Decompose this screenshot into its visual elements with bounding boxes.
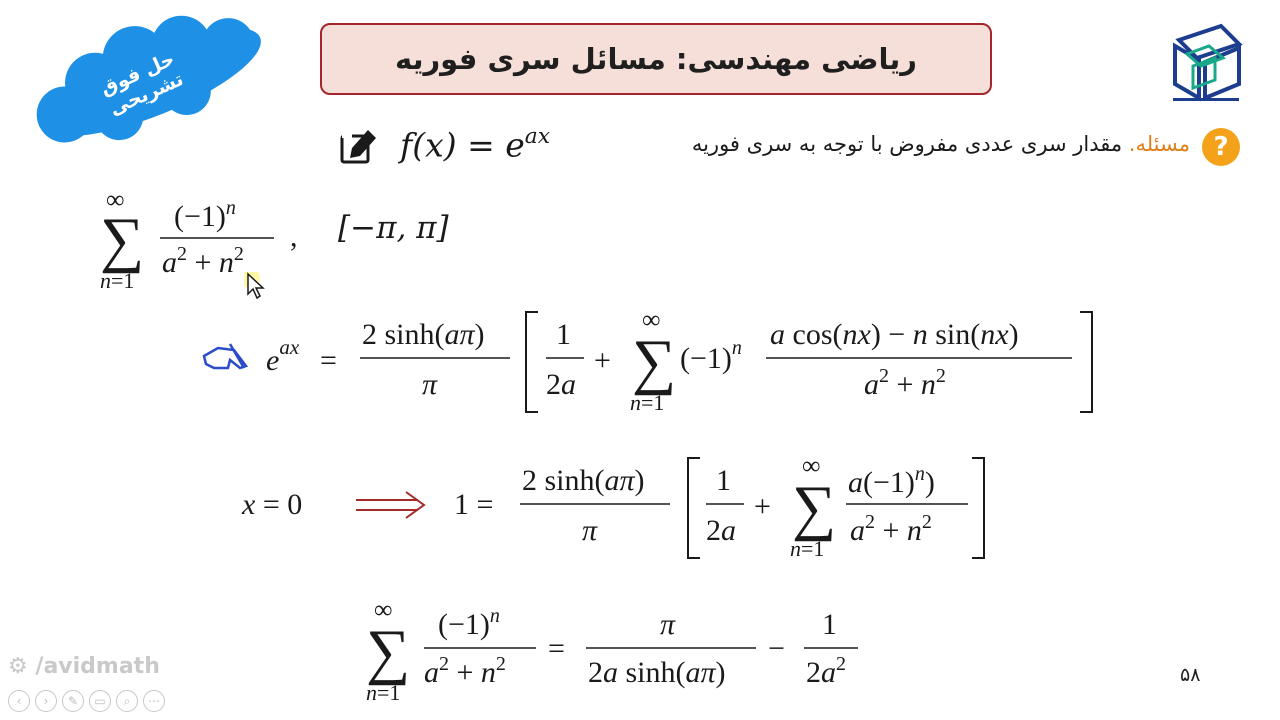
svg-text:+: + [594,344,611,377]
svg-text:∑: ∑ [632,328,677,396]
target-series [96,186,312,298]
problem-label: مسئله. [1128,132,1190,156]
svg-text:∑: ∑ [366,618,411,686]
svg-text:1 =: 1 = [454,488,494,521]
svg-text:+: + [754,490,771,523]
question-icon: ? [1202,128,1240,166]
zoom-button[interactable]: ⌕ [116,690,138,712]
svg-text:π: π [582,514,598,547]
title-box [320,23,992,95]
function-exponent: ax [524,124,550,149]
svg-text:2a sinh(aπ): 2a sinh(aπ) [588,656,726,689]
svg-text:1: 1 [822,608,837,641]
svg-text:∞: ∞ [374,596,393,624]
prev-slide-button[interactable]: ‹ [8,690,30,712]
svg-text:a cos(nx) − n sin(nx): a cos(nx) − n sin(nx) [770,318,1019,351]
svg-text:=: = [548,632,565,665]
svg-text:(−1)n: $(-1)^n$ [174,197,236,233]
interval: [−π, π] [338,210,449,246]
svg-text:(−1)n: $(-1)^n$ [680,337,742,375]
svg-text:∑: ∑ [100,206,145,274]
function-definition [400,124,550,165]
svg-text:−: − [768,632,785,665]
function-lhs: f(x) = e [400,125,525,165]
svg-text:2a: 2a [706,514,736,547]
next-slide-button[interactable]: › [35,690,57,712]
svg-text:π: π [660,608,676,641]
svg-text:a2 + n2: $a^2 + n^2$ [850,511,932,547]
writing-hand-icon [200,338,250,374]
svg-text:2a2: $2a^2$ [806,653,846,689]
svg-text:1: 1 [716,464,731,497]
svg-text:2a: 2a [546,368,576,401]
watermark-logo-icon: ⚙ [8,654,28,679]
substitution-step [238,452,998,564]
slides-view-button[interactable]: ▭ [89,690,111,712]
svg-text:n=1: n=1 [366,680,401,705]
svg-text:eax: $e^{ax}$ [266,335,300,377]
watermark-text: /avidmath [35,654,160,679]
svg-text:π: π [422,368,438,401]
problem-text: مقدار سری عددی مفروض با توجه به سری فوریه [691,132,1123,156]
page-number: ۵۸ [1180,664,1201,686]
svg-text:∞: ∞ [106,186,125,214]
svg-text:,: , [290,220,298,253]
svg-text:2 sinh(aπ): 2 sinh(aπ) [362,318,485,351]
svg-text:a2 + n2: $a^2 + n^2$ [424,653,506,689]
more-options-button[interactable]: ⋯ [143,690,165,712]
svg-text:n=1: n=1 [100,268,135,293]
cube-logo-icon [1165,18,1247,103]
svg-text:a(−1)n): $a(-1)^n$) [848,463,935,499]
svg-text:=: = [320,344,337,377]
svg-text:2 sinh(aπ): 2 sinh(aπ) [522,464,645,497]
svg-text:x = 0: x = 0 [242,488,303,521]
player-controls [8,690,165,712]
fourier-expansion [262,306,1102,418]
watermark [8,654,160,679]
mouse-cursor-icon [244,272,268,300]
svg-text:a2 + n2: $a^2 + n^2$ [162,243,244,279]
page-title: ریاضی مهندسی: مسائل سری فوریه [395,42,917,76]
svg-text:n=1: n=1 [790,536,825,561]
svg-text:(−1)n: $(-1)^n$ [438,605,500,641]
svg-text:∑: ∑ [792,474,837,542]
pen-tool-button[interactable]: ✎ [62,690,84,712]
problem-statement [598,132,1190,156]
svg-text:1: 1 [556,318,571,351]
svg-text:∞: ∞ [642,306,661,334]
svg-text:∞: ∞ [802,452,821,480]
implies-arrow-icon [356,492,424,518]
edit-icon[interactable] [338,126,378,166]
svg-text:n=1: n=1 [630,390,665,415]
cloud-badge-label: حل فوق تشریحی [97,47,187,121]
final-result [364,596,864,708]
svg-text:a2 + n2: $a^2 + n^2$ [864,365,946,401]
